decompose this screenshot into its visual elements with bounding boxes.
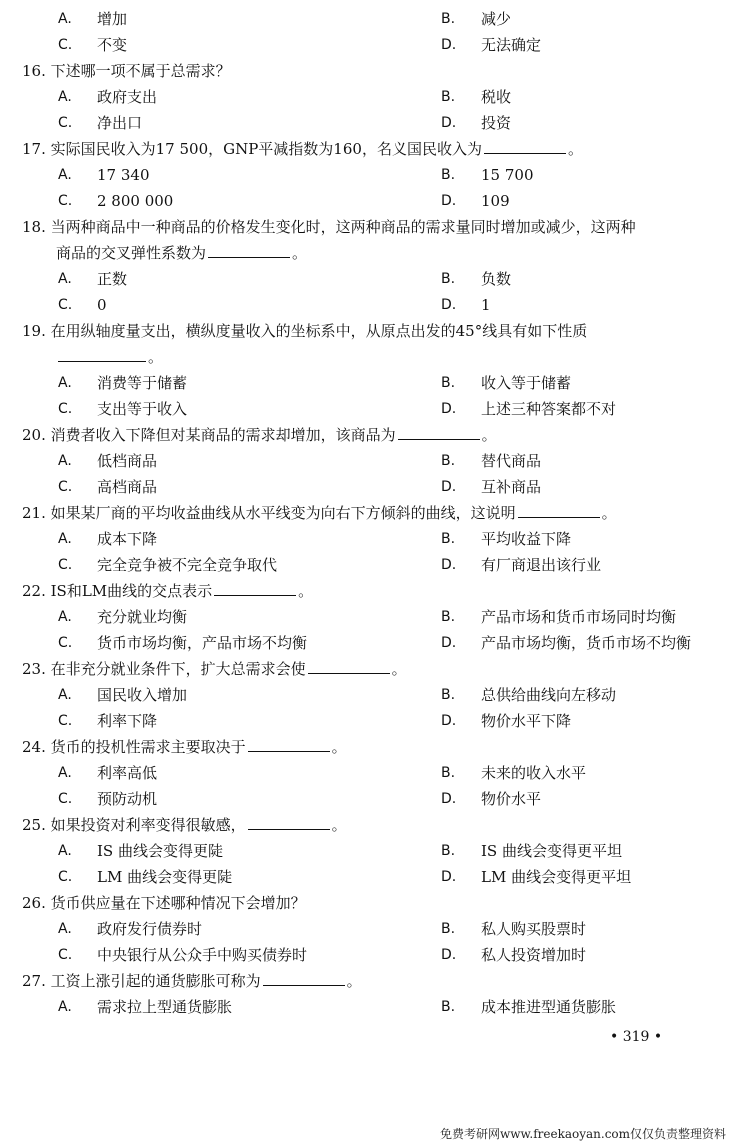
- option-text: IS 曲线会变得更陡: [97, 842, 223, 860]
- option-text: 中央银行从公众手中购买债券时: [97, 946, 308, 964]
- question-suffix: 。: [298, 582, 314, 600]
- option-letter: B.: [441, 11, 456, 27]
- option-text: 国民收入增加: [97, 686, 188, 704]
- option-letter: D.: [441, 869, 457, 885]
- question-text: [22, 139, 583, 159]
- option-text: IS 曲线会变得更平坦: [481, 842, 622, 860]
- question-stem: 商品的交叉弹性系数为: [56, 244, 207, 262]
- option-text: 无法确定: [481, 36, 542, 54]
- option-letter: C.: [58, 713, 73, 729]
- option-text: 支出等于收入: [97, 400, 188, 418]
- question-text: [22, 425, 497, 445]
- question-stem: 24. 货币的投机性需求主要取决于: [22, 738, 246, 756]
- option-letter: D.: [441, 635, 457, 651]
- question-stem: 25. 如果投资对利率变得很敏感，: [22, 816, 246, 834]
- question-text: [22, 815, 347, 835]
- answer-blank: [248, 815, 330, 830]
- option-text: 有厂商退出该行业: [481, 556, 602, 574]
- answer-blank: [214, 581, 296, 596]
- option-letter: A.: [58, 999, 72, 1015]
- question-suffix: 。: [481, 426, 497, 444]
- option-text: 私人投资增加时: [481, 946, 587, 964]
- question-text: [22, 61, 231, 81]
- option-text: 产品市场和货币市场同时均衡: [481, 608, 677, 626]
- question-text: [22, 659, 407, 679]
- option-letter: B.: [441, 609, 456, 625]
- question-suffix: 。: [292, 244, 308, 262]
- option-letter: D.: [441, 713, 457, 729]
- option-text: 政府发行债券时: [97, 920, 203, 938]
- question-text: [22, 321, 587, 341]
- page-number: • 319 •: [610, 1029, 663, 1045]
- answer-blank: [308, 659, 390, 674]
- question-stem: 23. 在非充分就业条件下，扩大总需求会使: [22, 660, 306, 678]
- option-letter: B.: [441, 453, 456, 469]
- option-text: 1: [481, 296, 491, 314]
- question-stem: 20. 消费者收入下降但对某商品的需求却增加，该商品为: [22, 426, 396, 444]
- option-text: 完全竞争被不完全竞争取代: [97, 556, 278, 574]
- option-letter: B.: [441, 687, 456, 703]
- option-text: 平均收益下降: [481, 530, 572, 548]
- question-text: [22, 971, 362, 991]
- option-letter: D.: [441, 401, 457, 417]
- answer-blank: [398, 425, 480, 440]
- option-letter: C.: [58, 947, 73, 963]
- option-text: 货币市场均衡，产品市场不均衡: [97, 634, 308, 652]
- option-text: LM 曲线会变得更陡: [97, 868, 233, 886]
- option-letter: A.: [58, 167, 72, 183]
- option-letter: C.: [58, 193, 73, 209]
- option-letter: B.: [441, 999, 456, 1015]
- option-text: 总供给曲线向左移动: [481, 686, 617, 704]
- option-letter: B.: [441, 167, 456, 183]
- option-letter: A.: [58, 531, 72, 547]
- option-text: 成本下降: [97, 530, 158, 548]
- option-text: 需求拉上型通货膨胀: [97, 998, 233, 1016]
- question-suffix: 。: [331, 738, 347, 756]
- option-letter: A.: [58, 921, 72, 937]
- option-letter: A.: [58, 271, 72, 287]
- option-letter: C.: [58, 479, 73, 495]
- option-letter: B.: [441, 843, 456, 859]
- option-text: 高档商品: [97, 478, 158, 496]
- option-text: 税收: [481, 88, 512, 106]
- option-text: 互补商品: [481, 478, 542, 496]
- option-letter: D.: [441, 791, 457, 807]
- option-text: 预防动机: [97, 790, 158, 808]
- option-letter: A.: [58, 765, 72, 781]
- option-text: 净出口: [97, 114, 143, 132]
- answer-blank: [263, 971, 345, 986]
- option-letter: B.: [441, 271, 456, 287]
- option-text: 109: [481, 192, 510, 210]
- option-letter: D.: [441, 479, 457, 495]
- option-letter: C.: [58, 791, 73, 807]
- option-text: 正数: [97, 270, 128, 288]
- answer-blank: [518, 503, 600, 518]
- option-letter: D.: [441, 557, 457, 573]
- option-letter: A.: [58, 89, 72, 105]
- option-letter: A.: [58, 687, 72, 703]
- question-suffix: 。: [148, 348, 164, 366]
- option-text: 成本推进型通货膨胀: [481, 998, 617, 1016]
- answer-blank: [208, 243, 290, 258]
- option-letter: C.: [58, 297, 73, 313]
- option-letter: A.: [58, 11, 72, 27]
- option-text: 增加: [97, 10, 128, 28]
- option-letter: B.: [441, 375, 456, 391]
- option-letter: B.: [441, 921, 456, 937]
- answer-blank: [248, 737, 330, 752]
- option-text: 未来的收入水平: [481, 764, 587, 782]
- option-letter: D.: [441, 297, 457, 313]
- option-text: 上述三种答案都不对: [481, 400, 617, 418]
- option-text: 产品市场均衡，货币市场不均衡: [481, 634, 692, 652]
- option-text: 减少: [481, 10, 512, 28]
- option-letter: D.: [441, 115, 457, 131]
- option-text: 私人购买股票时: [481, 920, 587, 938]
- option-text: 2 800 000: [97, 192, 174, 210]
- question-stem: 27. 工资上涨引起的通货膨胀可称为: [22, 972, 261, 990]
- option-text: 利率高低: [97, 764, 158, 782]
- option-text: 15 700: [481, 166, 534, 184]
- option-text: 充分就业均衡: [97, 608, 188, 626]
- question-continuation: [56, 347, 163, 367]
- question-suffix: 。: [567, 140, 583, 158]
- answer-blank: [484, 139, 566, 154]
- question-text: [22, 581, 313, 601]
- question-continuation: [56, 243, 307, 263]
- option-text: 替代商品: [481, 452, 542, 470]
- option-letter: A.: [58, 375, 72, 391]
- option-text: 负数: [481, 270, 512, 288]
- question-stem: 21. 如果某厂商的平均收益曲线从水平线变为向右下方倾斜的曲线，这说明: [22, 504, 516, 522]
- question-stem: 16. 下述哪一项不属于总需求？: [22, 62, 231, 80]
- question-stem: 17. 实际国民收入为17 500，GNP平减指数为160，名义国民收入为: [22, 140, 482, 158]
- option-text: 物价水平: [481, 790, 542, 808]
- question-text: [22, 737, 347, 757]
- option-letter: B.: [441, 765, 456, 781]
- option-letter: C.: [58, 557, 73, 573]
- option-text: 收入等于储蓄: [481, 374, 572, 392]
- answer-blank: [58, 347, 146, 362]
- option-letter: A.: [58, 609, 72, 625]
- option-letter: C.: [58, 37, 73, 53]
- option-letter: A.: [58, 453, 72, 469]
- question-suffix: 。: [331, 816, 347, 834]
- option-letter: B.: [441, 89, 456, 105]
- option-text: 低档商品: [97, 452, 158, 470]
- option-letter: A.: [58, 843, 72, 859]
- option-letter: D.: [441, 947, 457, 963]
- question-suffix: 。: [346, 972, 362, 990]
- question-suffix: 。: [391, 660, 407, 678]
- option-text: 不变: [97, 36, 128, 54]
- question-text: [22, 217, 636, 237]
- option-text: 物价水平下降: [481, 712, 572, 730]
- question-stem: 19. 在用纵轴度量支出，横纵度量收入的坐标系中，从原点出发的45°线具有如下性质: [22, 322, 588, 340]
- option-text: 0: [97, 296, 107, 314]
- option-text: 消费等于储蓄: [97, 374, 188, 392]
- option-text: LM 曲线会变得更平坦: [481, 868, 632, 886]
- option-letter: C.: [58, 635, 73, 651]
- option-text: 利率下降: [97, 712, 158, 730]
- question-stem: 22. IS和LM曲线的交点表示: [22, 582, 213, 600]
- question-suffix: 。: [601, 504, 617, 522]
- footer-watermark: 免费考研网www.freekaoyan.com仅仅负责整理资料: [440, 1127, 727, 1141]
- question-text: [22, 893, 306, 913]
- option-letter: D.: [441, 37, 457, 53]
- option-letter: C.: [58, 401, 73, 417]
- option-letter: B.: [441, 531, 456, 547]
- option-letter: C.: [58, 115, 73, 131]
- option-text: 投资: [481, 114, 512, 132]
- question-stem: 18. 当两种商品中一种商品的价格发生变化时，这两种商品的需求量同时增加或减少，这两种: [22, 218, 636, 236]
- option-text: 政府支出: [97, 88, 158, 106]
- option-text: 17 340: [97, 166, 150, 184]
- option-letter: C.: [58, 869, 73, 885]
- question-text: [22, 503, 617, 523]
- option-letter: D.: [441, 193, 457, 209]
- question-stem: 26. 货币供应量在下述哪种情况下会增加？: [22, 894, 306, 912]
